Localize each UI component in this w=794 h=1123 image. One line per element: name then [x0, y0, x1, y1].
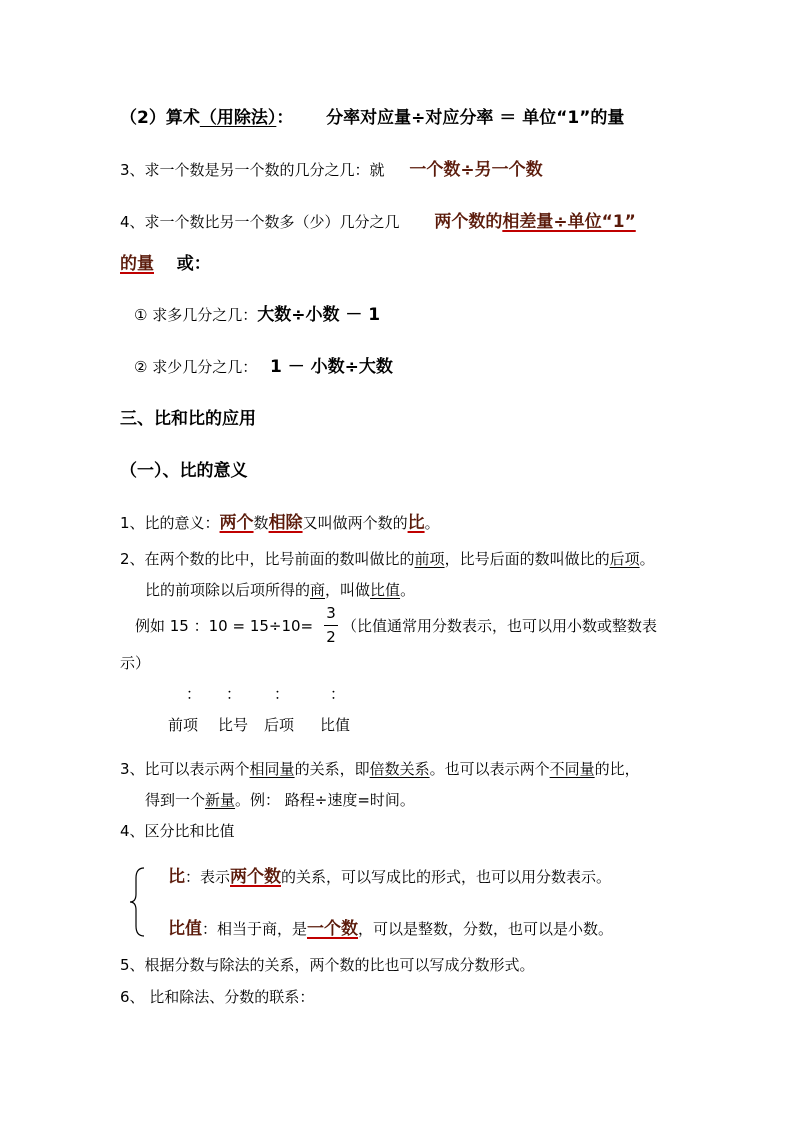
- fraction-denominator: 2: [326, 628, 336, 646]
- text: 得到一个: [145, 791, 206, 809]
- text: 2、在两个数的比中，比号前面的数叫做比的: [120, 550, 415, 568]
- fraction-numerator: 3: [326, 604, 336, 622]
- item-4: [120, 212, 636, 232]
- formula: 分率对应量÷对应分率 ＝ 单位“1”的量: [326, 108, 625, 128]
- para-1: [120, 513, 440, 533]
- text: 的比，: [594, 760, 640, 778]
- text: ，可以是整数，分数，也可以是小数。: [358, 920, 614, 938]
- line-algorithm: [120, 108, 624, 128]
- text: 一个数: [307, 919, 359, 939]
- text: 相同量: [249, 760, 295, 778]
- text: 比值: [370, 581, 401, 599]
- text: 倍数关系: [369, 760, 430, 778]
- text: 又叫做两个数的: [302, 514, 408, 532]
- text: 两个数的: [434, 212, 503, 232]
- text: 两个: [219, 513, 254, 533]
- text: ：: [276, 108, 294, 128]
- text: 比: [407, 513, 425, 533]
- label-front-term: 前项: [168, 716, 199, 734]
- text: 的关系，可以写成比的形式，也可以用分数表示。: [281, 868, 612, 886]
- example-note: （比值通常用分数表示，也可以用小数或整数表: [342, 617, 658, 635]
- para-2: [120, 549, 655, 569]
- text: 。例： 路程÷速度=时间。: [235, 791, 415, 809]
- para-3-cont: [145, 790, 415, 810]
- para-4: 4、区分比和比值: [120, 822, 235, 840]
- text: 新量: [205, 791, 236, 809]
- para-2-cont: [145, 580, 415, 600]
- text: 的量: [120, 254, 154, 274]
- label-back-term: 后项: [264, 716, 295, 734]
- formula: 1 － 小数÷大数: [270, 357, 393, 377]
- left-brace-icon: [128, 866, 148, 938]
- def-ratio: [168, 867, 611, 887]
- text: 相除: [268, 513, 303, 533]
- text: ：相当于商，是: [202, 920, 308, 938]
- formula: 大数÷小数 － 1: [257, 305, 381, 325]
- text: ① 求多几分之几：: [134, 306, 258, 324]
- sub-less: [134, 357, 393, 377]
- text: 的关系，即: [294, 760, 370, 778]
- section-heading: 三、比和比的应用: [120, 409, 256, 429]
- formula: 一个数÷另一个数: [409, 160, 543, 180]
- text: 。: [424, 514, 440, 532]
- text: 3、求一个数是另一个数的几分之几：就: [120, 161, 385, 179]
- text: ② 求少几分之几：: [134, 358, 258, 376]
- text: ：表示: [185, 868, 231, 886]
- colon-mark: ：: [274, 685, 290, 703]
- term: 比值: [168, 919, 202, 939]
- text: ，比号后面的数叫做比的: [444, 550, 610, 568]
- def-ratio-value: [168, 919, 613, 939]
- text: （2）算术: [120, 108, 200, 128]
- text: ，叫做: [325, 581, 371, 599]
- para-3: [120, 759, 640, 779]
- colon-mark: ：: [186, 685, 202, 703]
- text: 4、求一个数比另一个数多（少）几分之几: [120, 213, 400, 231]
- term: 比: [168, 867, 185, 887]
- text: 3、比可以表示两个: [120, 760, 250, 778]
- text: 商: [310, 581, 326, 599]
- text: 后项: [609, 550, 640, 568]
- item-3: [120, 160, 543, 180]
- text: （用除法）: [199, 108, 277, 128]
- example-note-cont: 示）: [120, 654, 151, 672]
- item-4-cont: [120, 254, 211, 274]
- text: 前项: [414, 550, 445, 568]
- text: 不同量: [549, 760, 595, 778]
- label-ratio-value: 比值: [320, 716, 351, 734]
- para-6: 6、 比和除法、分数的联系：: [120, 988, 315, 1006]
- fraction-bar: [324, 625, 338, 626]
- para-5: 5、根据分数与除法的关系，两个数的比也可以写成分数形式。: [120, 956, 535, 974]
- text: 两个数: [230, 867, 282, 887]
- colon-mark: ：: [330, 685, 346, 703]
- subsection-heading: （一）、比的意义: [120, 461, 248, 481]
- text: 。也可以表示两个: [429, 760, 550, 778]
- text: 或：: [176, 254, 211, 274]
- formula: 相差量÷单位“1”: [502, 212, 636, 232]
- label-ratio-sign: 比号: [218, 716, 249, 734]
- text: 。: [639, 550, 655, 568]
- text: 比的前项除以后项所得的: [145, 581, 311, 599]
- text: 。: [400, 581, 416, 599]
- text: 1、比的意义：: [120, 514, 220, 532]
- colon-mark: ：: [226, 685, 242, 703]
- sub-more: [134, 305, 380, 325]
- text: 数: [253, 514, 269, 532]
- example-left: 例如 15 ：10 = 15÷10=: [135, 617, 314, 635]
